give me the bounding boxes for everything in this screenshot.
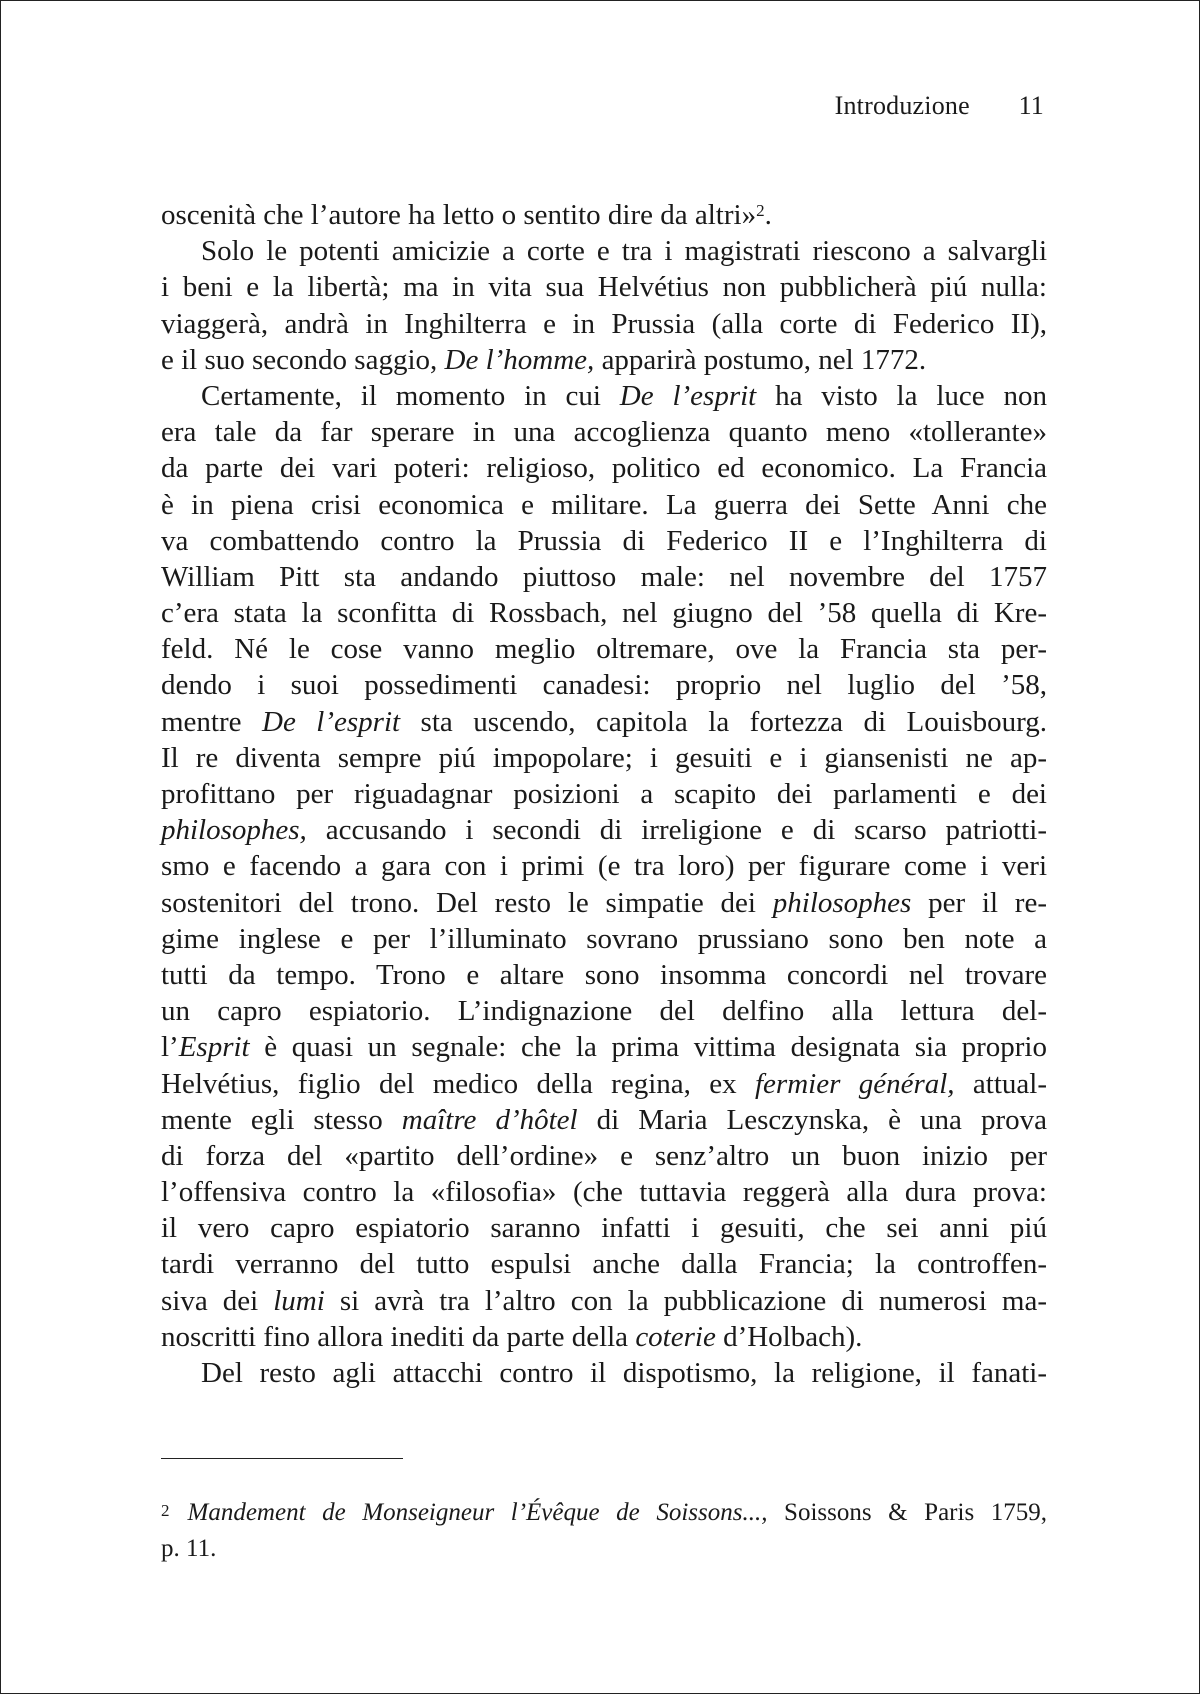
- text-line: [161, 921, 1047, 957]
- text-line: [161, 1066, 1047, 1102]
- text-run: un capro espiatorio. L’indignazione del delfino alla lettura del-: [161, 995, 1047, 1028]
- italic-run: Esprit: [178, 1031, 250, 1064]
- text-run: l’offensiva contro la «filosofia» (che tuttavia reggerà alla dura prova:: [161, 1176, 1047, 1209]
- text-line: [161, 487, 1047, 523]
- text-run: ha visto la luce non: [756, 379, 1047, 412]
- text-line: [161, 1283, 1047, 1319]
- italic-run: De l’esprit: [262, 705, 401, 738]
- text-run: feld. Né le cose vanno meglio oltremare, ove la Francia sta per-: [161, 633, 1047, 666]
- text-run: per il re-: [911, 886, 1047, 919]
- text-line: [161, 704, 1047, 740]
- text-run: oscenità che l’autore ha letto o sentito dire da altri»: [161, 199, 757, 231]
- footnote-source: Soissons & Paris 1759,: [767, 1499, 1047, 1526]
- italic-run: philosophes,: [161, 814, 307, 847]
- text-run: Del resto agli attacchi contro il dispotismo, la religione, il fanati-: [201, 1357, 1047, 1389]
- text-run: gime inglese e per l’illuminato sovrano prussiano sono ben note a: [161, 922, 1047, 955]
- text-run: era tale da far sperare in una accoglienza quanto meno «tollerante»: [161, 416, 1047, 449]
- text-line: [161, 848, 1047, 884]
- text-run: si avrà tra l’altro con la pubblicazione di numerosi ma-: [324, 1284, 1047, 1317]
- text-run: sostenitori del trono. Del resto le simpatie dei: [161, 886, 773, 919]
- page-number: 11: [1018, 91, 1044, 120]
- footnote-reference: 2: [756, 201, 765, 220]
- text-line: [161, 776, 1047, 812]
- section-title: Introduzione: [834, 91, 970, 120]
- text-run: sta uscendo, capitola la fortezza di Louisbourg.: [400, 705, 1047, 738]
- footnote-line: [161, 1495, 1047, 1531]
- text-line: [161, 631, 1047, 667]
- text-line: [161, 414, 1047, 450]
- text-line: [161, 1174, 1047, 1210]
- italic-run: De l’esprit: [619, 379, 757, 412]
- text-run: .: [764, 199, 772, 231]
- text-run: tardi verranno del tutto espulsi anche dalla Francia; la controffen-: [161, 1248, 1047, 1281]
- text-run: è quasi un segnale: che la prima vittima designata sia proprio: [249, 1031, 1047, 1064]
- text-line: [161, 957, 1047, 993]
- text-line: [161, 1355, 1047, 1391]
- text-run: i beni e la libertà; ma in vita sua Helvétius non pubblicherà piú nulla:: [161, 271, 1047, 304]
- text-run: da parte dei vari poteri: religioso, politico ed economico. La Francia: [161, 452, 1047, 485]
- text-run: il vero capro espiatorio saranno infatti i gesuiti, che sei anni piú: [161, 1212, 1047, 1245]
- text-line: [161, 378, 1047, 414]
- text-run: Certamente, il momento in cui: [201, 379, 620, 412]
- text-line: [161, 1029, 1047, 1065]
- text-run: viaggerà, andrà in Inghilterra e in Prussia (alla corte di Federico II),: [161, 307, 1047, 340]
- text-line: [161, 740, 1047, 776]
- text-line: [161, 559, 1047, 595]
- text-run: William Pitt sta andando piuttoso male: nel novembre del 1757: [161, 560, 1047, 593]
- text-run: d’Holbach).: [715, 1320, 863, 1353]
- text-line: [161, 885, 1047, 921]
- body-text: [161, 197, 1047, 1391]
- text-run: apparirà postumo, nel 1772.: [594, 343, 927, 376]
- text-line: [161, 233, 1047, 269]
- text-run: Solo le potenti amicizie a corte e tra i magistrati riescono a salvargli: [201, 235, 1047, 268]
- text-run: è in piena crisi economica e militare. La guerra dei Sette Anni che: [161, 488, 1047, 521]
- italic-run: philosophes: [772, 886, 912, 919]
- text-run: smo e facendo a gara con i primi (e tra loro) per figurare come i veri: [161, 850, 1047, 883]
- text-line: [161, 1138, 1047, 1174]
- text-line: [161, 269, 1047, 305]
- italic-run: coterie: [635, 1320, 716, 1353]
- text-run: va combattendo contro la Prussia di Federico II e l’Inghilterra di: [161, 524, 1047, 557]
- text-line: [161, 1319, 1047, 1355]
- text-run: profittano per riguadagnar posizioni a scapito dei parlamenti e dei: [161, 778, 1047, 810]
- text-line: [161, 450, 1047, 486]
- footnote-pages: p. 11.: [161, 1535, 217, 1563]
- text-run: e il suo secondo saggio,: [161, 343, 445, 376]
- text-line: [161, 306, 1047, 342]
- italic-run: lumi: [273, 1284, 325, 1317]
- text-line: [161, 342, 1047, 378]
- footnote-mark: 2: [161, 1501, 170, 1520]
- text-run: accusando i secondi di irreligione e di scarso patriotti-: [306, 814, 1047, 847]
- text-line: [161, 197, 1047, 233]
- footnote-divider: [161, 1458, 403, 1459]
- italic-run: fermier général,: [754, 1067, 955, 1100]
- text-run: di Maria Lesczynska, è una prova: [577, 1103, 1047, 1136]
- text-line: [161, 1102, 1047, 1138]
- italic-run: maître d’hôtel: [401, 1103, 578, 1136]
- text-line: [161, 812, 1047, 848]
- running-head: [835, 89, 1044, 123]
- text-run: dendo i suoi possedimenti canadesi: proprio nel luglio del ’58,: [161, 669, 1047, 702]
- text-run: attual-: [954, 1067, 1047, 1100]
- text-run: siva dei: [161, 1284, 274, 1317]
- text-run: di forza del «partito dell’ordine» e senz’altro un buon inizio per: [161, 1139, 1047, 1172]
- text-line: [161, 1210, 1047, 1246]
- footnote-title: Mandement de Monseigneur l’Évêque de Soissons...,: [187, 1499, 768, 1526]
- text-line: [161, 595, 1047, 631]
- text-run: l’: [161, 1031, 179, 1064]
- text-run: Il re diventa sempre piú impopolare; i gesuiti e i giansenisti ne ap-: [161, 741, 1047, 774]
- text-run: mentre: [161, 705, 262, 738]
- text-run: mente egli stesso: [161, 1103, 402, 1136]
- text-line: [161, 993, 1047, 1029]
- text-run: Helvétius, figlio del medico della regina, ex: [161, 1067, 755, 1100]
- italic-run: De l’homme,: [444, 343, 595, 376]
- text-run: noscritti fino allora inediti da parte della: [161, 1320, 636, 1353]
- text-line: [161, 523, 1047, 559]
- text-run: tutti da tempo. Trono e altare sono insomma concordi nel trovare: [161, 958, 1047, 991]
- text-run: c’era stata la sconfitta di Rossbach, nel giugno del ’58 quella di Kre-: [161, 597, 1047, 630]
- text-line: [161, 667, 1047, 703]
- text-line: [161, 1246, 1047, 1282]
- footnote: [161, 1495, 1047, 1567]
- footnote-line: [161, 1531, 1047, 1567]
